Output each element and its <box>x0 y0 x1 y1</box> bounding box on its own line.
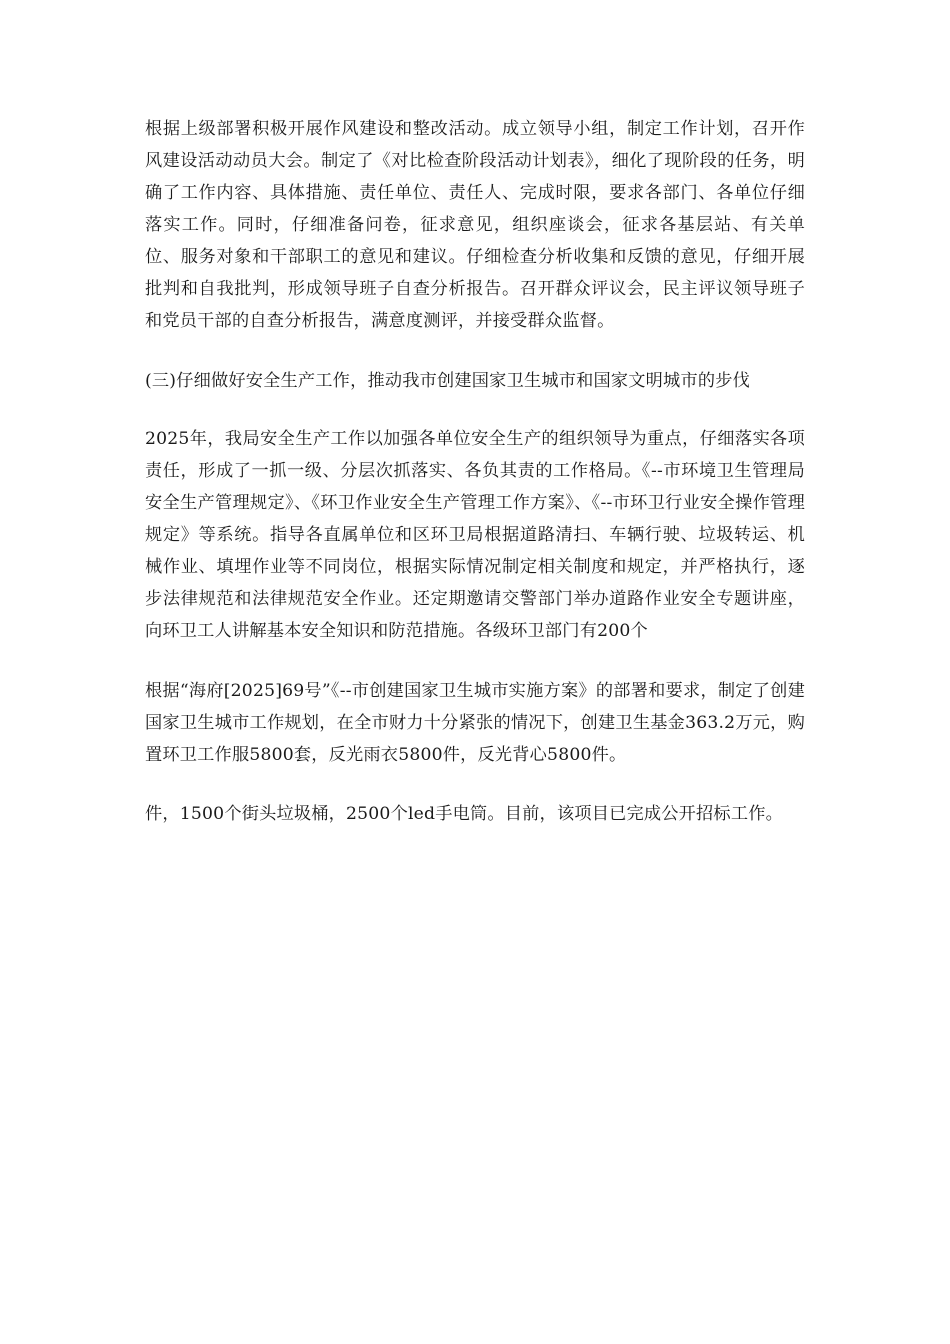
section-heading-safety-production: (三)仔细做好安全生产工作，推动我市创建国家卫生城市和国家文明城市的步伐 <box>145 371 750 391</box>
paragraph-safety-production-work: 2025年，我局安全生产工作以加强各单位安全生产的组织领导为重点，仔细落实各项责任，形成了一抓一级、分层次抓落实、各负其责的工作格局。《--市环境卫生管理局安全生产管理规定》、《环卫作业安全生产管理工作方案》、《--市环卫行业安全操作管理规定》等系统。指导各直属单位和区环卫局根据道路清扫、车辆行驶、垃圾转运、机械作业、填埋作业等不同岗位，根据实际情况制定相关制度和规定，并严格执行，逐步法律规范和法律规范安全作业。还定期邀请交警部门举办道路作业安全专题讲座，向环卫工人讲解基本安全知识和防范措施。各级环卫部门有200个 <box>145 429 805 641</box>
paragraph-rectification-activities: 根据上级部署积极开展作风建设和整改活动。成立领导小组，制定工作计划，召开作风建设活动动员大会。制定了《对比检查阶段活动计划表》，细化了现阶段的任务，明确了工作内容、具体措施、责任单位、责任人、完成时限，要求各部门、各单位仔细落实工作。同时，仔细准备问卷，征求意见，组织座谈会，征求各基层站、有关单位、服务对象和干部职工的意见和建议。仔细检查分析收集和反馈的意见，仔细开展批判和自我批判，形成领导班子自查分析报告。召开群众评议会，民主评议领导班子和党员干部的自查分析报告，满意度测评，并接受群众监督。 <box>145 119 805 331</box>
paragraph-procurement-status: 件，1500个街头垃圾桶，2500个led手电筒。目前，该项目已完成公开招标工作。 <box>145 804 783 824</box>
paragraph-national-hygienic-city-plan: 根据“海府[2025]69号”《--市创建国家卫生城市实施方案》的部署和要求，制定了创建国家卫生城市工作规划，在全市财力十分紧张的情况下，创建卫生基金363.2万元，购置环卫工作服5800套，反光雨衣5800件，反光背心5800件。 <box>145 681 805 765</box>
document-body <box>145 113 805 857</box>
